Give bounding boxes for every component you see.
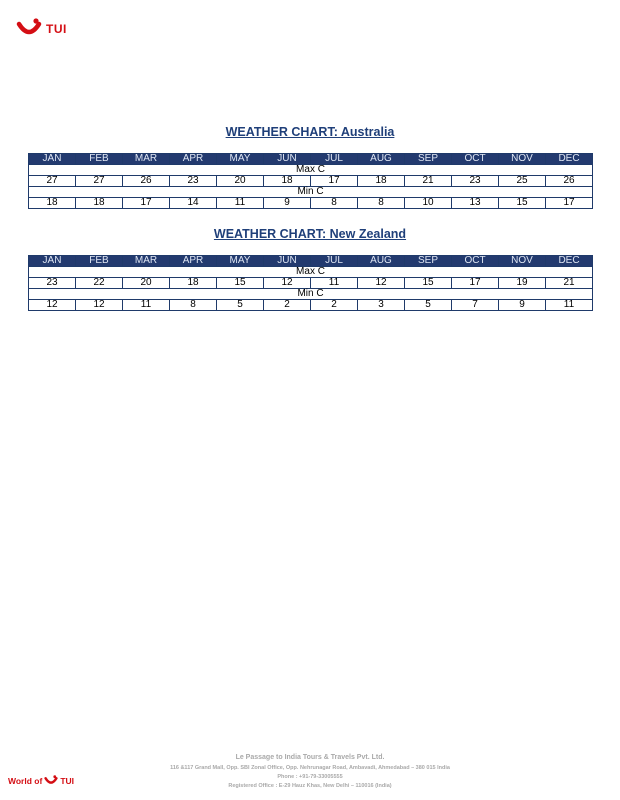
month-header-cell: MAY <box>217 154 264 165</box>
month-header-cell: FEB <box>76 154 123 165</box>
month-header-cell: JUN <box>264 154 311 165</box>
min-temp-cell: 9 <box>264 198 311 209</box>
month-header-row <box>29 154 593 165</box>
max-label: Max C <box>29 267 593 278</box>
footer <box>0 754 620 791</box>
min-temp-cell: 8 <box>170 300 217 311</box>
max-row <box>29 176 593 187</box>
max-temp-cell: 25 <box>499 176 546 187</box>
world-of-brand: TUI <box>60 776 75 786</box>
max-temp-cell: 12 <box>264 278 311 289</box>
max-temp-cell: 17 <box>452 278 499 289</box>
month-header-cell: JAN <box>29 154 76 165</box>
max-temp-cell: 21 <box>546 278 593 289</box>
min-temp-cell: 15 <box>499 198 546 209</box>
logo-text: TUI <box>46 22 67 36</box>
max-temp-cell: 15 <box>217 278 264 289</box>
month-header-cell: MAR <box>123 154 170 165</box>
min-row <box>29 300 593 311</box>
month-header-cell: APR <box>170 256 217 267</box>
month-header-cell: JUL <box>311 154 358 165</box>
max-temp-cell: 27 <box>76 176 123 187</box>
max-temp-cell: 21 <box>405 176 452 187</box>
min-temp-cell: 17 <box>546 198 593 209</box>
min-temp-cell: 13 <box>452 198 499 209</box>
min-temp-cell: 7 <box>452 300 499 311</box>
month-header-cell: AUG <box>358 154 405 165</box>
month-header-cell: OCT <box>452 154 499 165</box>
min-temp-cell: 12 <box>76 300 123 311</box>
max-temp-cell: 26 <box>546 176 593 187</box>
min-label: Min C <box>29 289 593 300</box>
month-header-cell: FEB <box>76 256 123 267</box>
min-temp-cell: 9 <box>499 300 546 311</box>
footer-company: Le Passage to India Tours & Travels Pvt. Ltd. <box>235 754 385 761</box>
max-temp-cell: 11 <box>311 278 358 289</box>
min-temp-cell: 5 <box>217 300 264 311</box>
month-header-cell: MAR <box>123 256 170 267</box>
footer-address: 116 &117 Grand Mall, Opp. SBI Zonal Office, Opp. Nehrunagar Road, Ambavadi, Ahmedabad – 380 015 India <box>170 765 450 771</box>
month-header-cell: OCT <box>452 256 499 267</box>
max-temp-cell: 23 <box>170 176 217 187</box>
min-temp-cell: 12 <box>29 300 76 311</box>
month-header-cell: JUL <box>311 256 358 267</box>
footer-phone: Phone : +91-79-33005555 <box>277 774 343 780</box>
max-temp-cell: 23 <box>452 176 499 187</box>
min-temp-cell: 2 <box>311 300 358 311</box>
month-header-cell: MAY <box>217 256 264 267</box>
tui-logo <box>16 18 67 40</box>
max-row <box>29 278 593 289</box>
month-header-cell: NOV <box>499 154 546 165</box>
new-zealand-weather-table <box>28 255 593 311</box>
min-temp-cell: 11 <box>546 300 593 311</box>
australia-weather-table <box>28 153 593 209</box>
max-temp-cell: 23 <box>29 278 76 289</box>
min-temp-cell: 11 <box>123 300 170 311</box>
min-temp-cell: 17 <box>123 198 170 209</box>
max-label: Max C <box>29 165 593 176</box>
max-temp-cell: 18 <box>170 278 217 289</box>
month-header-cell: JAN <box>29 256 76 267</box>
tui-smile-icon <box>16 18 42 40</box>
max-temp-cell: 18 <box>264 176 311 187</box>
month-header-cell: DEC <box>546 256 593 267</box>
min-temp-cell: 5 <box>405 300 452 311</box>
australia-chart-title: WEATHER CHART: Australia <box>225 125 395 139</box>
month-header-cell: NOV <box>499 256 546 267</box>
max-temp-cell: 17 <box>311 176 358 187</box>
world-of-tui-logo <box>8 775 74 787</box>
min-temp-cell: 3 <box>358 300 405 311</box>
max-temp-cell: 20 <box>123 278 170 289</box>
tui-smile-icon <box>44 775 58 787</box>
min-temp-cell: 10 <box>405 198 452 209</box>
month-header-cell: SEP <box>405 256 452 267</box>
new-zealand-chart-title: WEATHER CHART: New Zealand <box>213 227 407 241</box>
month-header-cell: SEP <box>405 154 452 165</box>
max-temp-cell: 15 <box>405 278 452 289</box>
min-temp-cell: 11 <box>217 198 264 209</box>
month-header-row <box>29 256 593 267</box>
min-temp-cell: 8 <box>311 198 358 209</box>
world-of-text: World of <box>8 776 43 786</box>
min-temp-cell: 2 <box>264 300 311 311</box>
max-temp-cell: 22 <box>76 278 123 289</box>
max-temp-cell: 27 <box>29 176 76 187</box>
max-temp-cell: 18 <box>358 176 405 187</box>
min-temp-cell: 14 <box>170 198 217 209</box>
max-temp-cell: 12 <box>358 278 405 289</box>
min-temp-cell: 8 <box>358 198 405 209</box>
max-temp-cell: 26 <box>123 176 170 187</box>
footer-registered: Registered Office : E-29 Hauz Khas, New Delhi – 110016 (India) <box>228 783 392 789</box>
month-header-cell: DEC <box>546 154 593 165</box>
min-temp-cell: 18 <box>29 198 76 209</box>
month-header-cell: JUN <box>264 256 311 267</box>
min-row <box>29 198 593 209</box>
month-header-cell: AUG <box>358 256 405 267</box>
max-temp-cell: 19 <box>499 278 546 289</box>
min-label: Min C <box>29 187 593 198</box>
max-temp-cell: 20 <box>217 176 264 187</box>
month-header-cell: APR <box>170 154 217 165</box>
min-temp-cell: 18 <box>76 198 123 209</box>
